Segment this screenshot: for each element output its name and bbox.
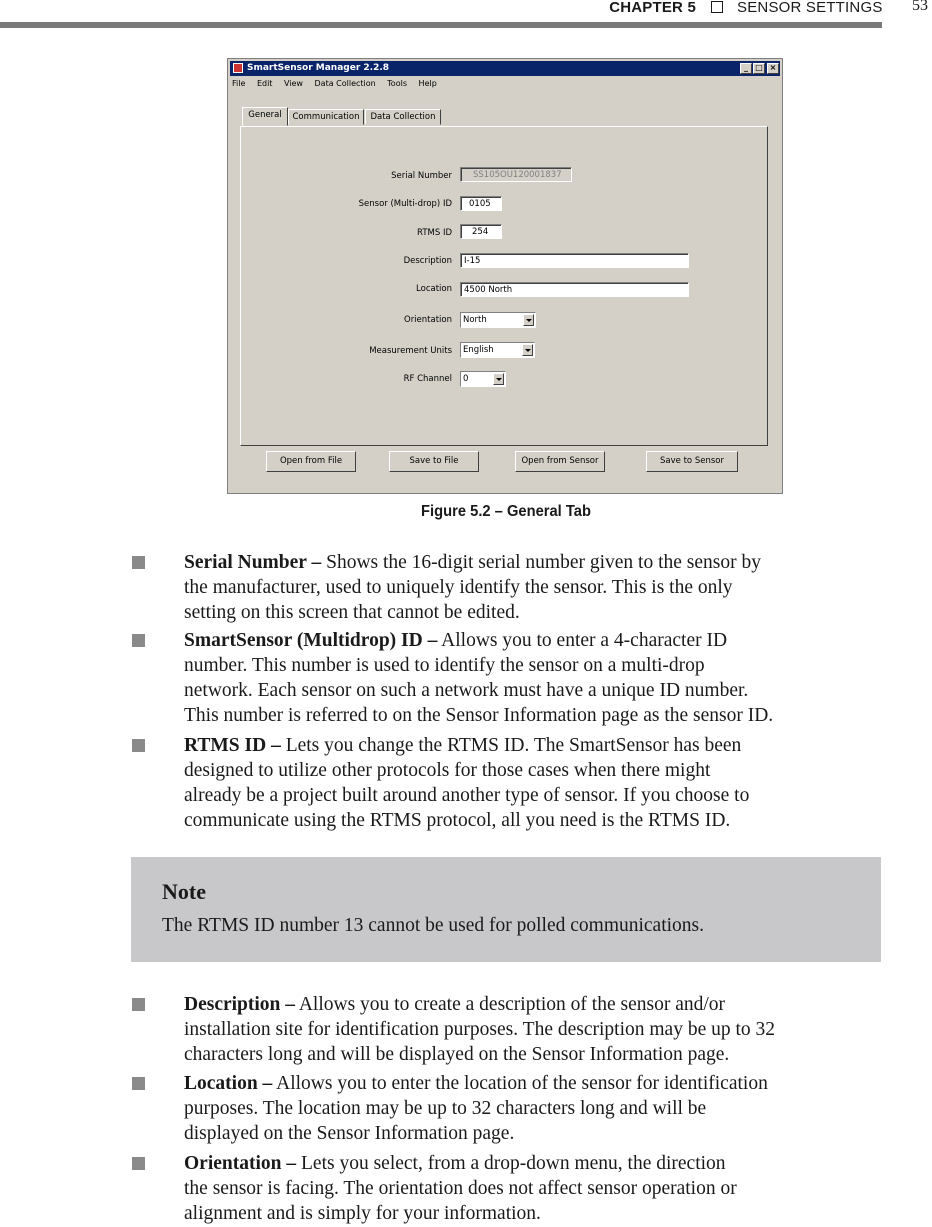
orientation-label: Orientation <box>404 315 452 325</box>
bullet-orientation <box>184 1151 884 1226</box>
app-icon <box>233 63 243 73</box>
save-to-sensor-button[interactable]: Save to Sensor <box>646 451 738 472</box>
bullet-description <box>184 992 884 1067</box>
page-number: 53 <box>912 0 928 14</box>
tab-general[interactable]: General <box>242 107 288 126</box>
bullet-text: displayed on the Sensor Information page. <box>184 1123 515 1144</box>
serial-number-label: Serial Number <box>391 171 452 181</box>
bullet-term: Location – <box>184 1073 273 1094</box>
bullet-text: Shows the 16-digit serial number given to the sensor by <box>326 552 761 573</box>
note-title: Note <box>162 879 206 904</box>
bullet-term: SmartSensor (Multidrop) ID – <box>184 630 438 651</box>
bullet-text: already be a project built around another type of sensor. If you choose to <box>184 785 750 806</box>
header-rule <box>0 22 882 28</box>
location-label: Location <box>416 284 452 294</box>
menu-file[interactable]: File <box>232 79 246 88</box>
window-title: SmartSensor Manager 2.2.8 <box>247 63 390 73</box>
bullet-text: alignment and is simply for your information. <box>184 1203 541 1224</box>
bullet-text: number. This number is used to identify the sensor on a multi-drop <box>184 655 705 676</box>
rtms-id-input[interactable]: 254 <box>460 224 502 239</box>
note-text: The RTMS ID number 13 cannot be used for polled communications. <box>162 915 705 936</box>
serial-number-field: SS105OU120001837 <box>460 167 572 182</box>
title-bar <box>230 61 780 76</box>
chevron-down-icon[interactable] <box>522 344 533 356</box>
bullet-text: Allows you to enter the location of the sensor for identification <box>276 1073 768 1094</box>
measurement-units-label: Measurement Units <box>369 346 452 356</box>
running-header <box>0 0 932 30</box>
bullet-square-icon <box>132 634 145 647</box>
section-label: SENSOR SETTINGS <box>737 0 883 16</box>
bullet-text: This number is referred to on the Sensor Information page as the sensor ID. <box>184 705 774 726</box>
bullet-term: RTMS ID – <box>184 735 281 756</box>
bullet-text: purposes. The location may be up to 32 characters long and will be <box>184 1098 707 1119</box>
close-button[interactable]: × <box>767 63 779 74</box>
tab-communication[interactable]: Communication <box>288 109 364 125</box>
note-box <box>131 857 881 962</box>
menu-data-collection[interactable]: Data Collection <box>314 79 376 88</box>
bullet-smartsensor-id <box>184 628 884 728</box>
figure-caption: Figure 5.2 – General Tab <box>421 503 591 520</box>
bullet-term: Orientation – <box>184 1153 297 1174</box>
minimize-button[interactable]: _ <box>740 63 752 74</box>
orientation-select[interactable] <box>460 312 536 328</box>
bullet-square-icon <box>132 1157 145 1170</box>
bullet-text: characters long and will be displayed on the Sensor Information page. <box>184 1044 730 1065</box>
menu-help[interactable]: Help <box>418 79 437 88</box>
bullet-text: the sensor is facing. The orientation does not affect sensor operation or <box>184 1178 737 1199</box>
bullet-square-icon <box>132 556 145 569</box>
save-to-file-button[interactable]: Save to File <box>389 451 479 472</box>
bullet-square-icon <box>132 998 145 1011</box>
bullet-location <box>184 1071 884 1146</box>
bullet-text: communicate using the RTMS protocol, all you need is the RTMS ID. <box>184 810 731 831</box>
bullet-text: designed to utilize other protocols for those cases when there might <box>184 760 711 781</box>
rtms-id-label: RTMS ID <box>417 228 452 238</box>
menu-edit[interactable]: Edit <box>256 79 273 88</box>
bullet-text: Lets you change the RTMS ID. The SmartSensor has been <box>285 735 742 756</box>
chevron-down-icon[interactable] <box>493 373 504 385</box>
bullet-term: Description – <box>184 994 296 1015</box>
chapter-label: CHAPTER 5 <box>609 0 696 16</box>
rf-channel-value: 0 <box>463 374 469 384</box>
bullet-text: network. Each sensor on such a network must have a unique ID number. <box>184 680 749 701</box>
description-label: Description <box>403 256 452 266</box>
menu-tools[interactable]: Tools <box>387 79 407 88</box>
orientation-value: North <box>463 315 487 325</box>
open-from-sensor-button[interactable]: Open from Sensor <box>515 451 605 472</box>
menu-bar <box>232 79 446 92</box>
location-input[interactable]: 4500 North <box>460 282 689 297</box>
bullet-term: Serial Number – <box>184 552 322 573</box>
bullet-serial-number <box>184 550 884 625</box>
bullet-text: Lets you select, from a drop-down menu, the direction <box>301 1153 726 1174</box>
bullet-text: installation site for identification purposes. The description may be up to 32 <box>184 1019 776 1040</box>
bullet-text: the manufacturer, used to uniquely identify the sensor. This is the only <box>184 577 733 598</box>
tab-data-collection[interactable]: Data Collection <box>365 109 441 125</box>
measurement-units-select[interactable] <box>460 342 535 358</box>
description-input[interactable]: I-15 <box>460 253 689 268</box>
rf-channel-label: RF Channel <box>403 374 452 384</box>
bullet-rtms-id <box>184 733 884 833</box>
rf-channel-select[interactable] <box>460 371 506 387</box>
bullet-text: Allows you to enter a 4-character ID <box>441 630 728 651</box>
measurement-units-value: English <box>463 345 494 355</box>
bullet-square-icon <box>132 739 145 752</box>
menu-view[interactable]: View <box>283 79 303 88</box>
maximize-button[interactable]: □ <box>753 63 765 74</box>
bullet-text: Allows you to create a description of the sensor and/or <box>298 994 726 1015</box>
app-window-screenshot <box>227 58 783 494</box>
sensor-id-label: Sensor (Multi-drop) ID <box>358 199 452 209</box>
bullet-square-icon <box>132 1077 145 1090</box>
open-from-file-button[interactable]: Open from File <box>266 451 356 472</box>
sensor-id-input[interactable]: 0105 <box>460 196 502 211</box>
separator-box-icon <box>711 1 723 13</box>
bullet-text: setting on this screen that cannot be edited. <box>184 602 520 623</box>
chevron-down-icon[interactable] <box>523 314 534 326</box>
